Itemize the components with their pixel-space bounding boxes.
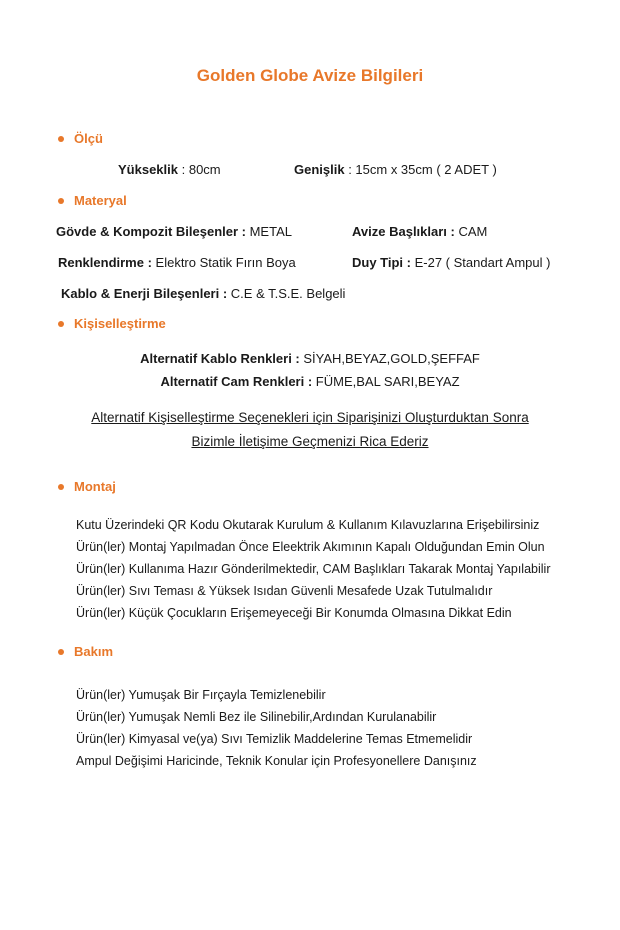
page-title: Golden Globe Avize Bilgileri bbox=[196, 66, 424, 85]
section-heading-materyal: Materyal bbox=[58, 193, 127, 208]
socket-type-line: Duy Tipi : E-27 ( Standart Ampul ) bbox=[352, 255, 551, 270]
height-line: Yükseklik : 80cm bbox=[118, 162, 221, 177]
bullet-icon bbox=[58, 136, 64, 142]
bullet-icon bbox=[58, 321, 64, 327]
bakim-line: Ürün(ler) Yumuşak Nemli Bez ile Silinebilir,Ardından Kurulanabilir bbox=[76, 710, 437, 724]
section-heading-montaj: Montaj bbox=[58, 479, 116, 494]
glass-colors-line: Alternatif Cam Renkleri : FÜME,BAL SARI,BEYAZ bbox=[160, 374, 460, 389]
heads-material-line: Avize Başlıkları : CAM bbox=[352, 224, 488, 239]
customization-notice-line1: Alternatif Kişiselleştirme Seçenekleri için Siparişinizi Oluşturduktan Sonra bbox=[91, 410, 529, 425]
montaj-line: Kutu Üzerindeki QR Kodu Okutarak Kurulum & Kullanım Kılavuzlarına Erişebilirsiniz bbox=[76, 518, 540, 532]
width-line: Genişlik : 15cm x 35cm ( 2 ADET ) bbox=[294, 162, 497, 177]
coloring-line: Renklendirme : Elektro Statik Fırın Boya bbox=[58, 255, 296, 270]
cable-colors-line: Alternatif Kablo Renkleri : SİYAH,BEYAZ,GOLD,ŞEFFAF bbox=[140, 351, 480, 366]
customization-notice-line2: Bizimle İletişime Geçmenizi Rica Ederiz bbox=[191, 434, 429, 449]
montaj-line: Ürün(ler) Kullanıma Hazır Gönderilmektedir, CAM Başlıkları Takarak Montaj Yapılabilir bbox=[76, 562, 551, 576]
montaj-line: Ürün(ler) Montaj Yapılmadan Önce Eleektrik Akımının Kapalı Olduğundan Emin Olun bbox=[76, 540, 545, 554]
bakim-line: Ürün(ler) Kimyasal ve(ya) Sıvı Temizlik Maddelerine Temas Etmemelidir bbox=[76, 732, 473, 746]
section-heading-olcu: Ölçü bbox=[58, 131, 103, 146]
bakim-line: Ürün(ler) Yumuşak Bir Fırçayla Temizlenebilir bbox=[76, 688, 326, 702]
bullet-icon bbox=[58, 649, 64, 655]
cable-energy-line: Kablo & Enerji Bileşenleri : C.E & T.S.E. Belgeli bbox=[61, 286, 346, 301]
bakim-line: Ampul Değişimi Haricinde, Teknik Konular için Profesyonellere Danışınız bbox=[76, 754, 477, 768]
montaj-line: Ürün(ler) Küçük Çocukların Erişemeyeceği Bir Konumda Olmasına Dikkat Edin bbox=[76, 606, 512, 620]
body-material-line: Gövde & Kompozit Bileşenler : METAL bbox=[56, 224, 292, 239]
section-heading-kisisellestirme: Kişiselleştirme bbox=[58, 316, 166, 331]
bullet-icon bbox=[58, 198, 64, 204]
section-heading-bakim: Bakım bbox=[58, 644, 113, 659]
bullet-icon bbox=[58, 484, 64, 490]
montaj-line: Ürün(ler) Sıvı Teması & Yüksek Isıdan Güvenli Mesafede Uzak Tutulmalıdır bbox=[76, 584, 493, 598]
